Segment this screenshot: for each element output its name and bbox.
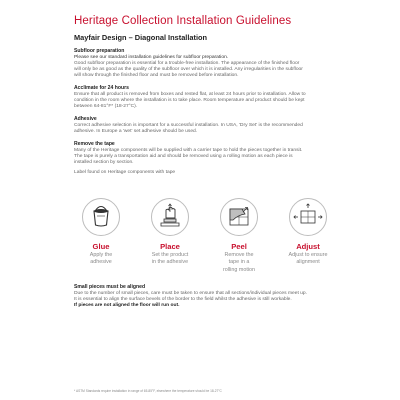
section-line: between 64-81°F* (18-27°C). bbox=[74, 104, 138, 110]
section-line: It is essential to align the surface bevels of the border to the field whilst the adhesive is still workable. bbox=[74, 296, 292, 302]
section-line: Due to the number of small pieces, care must be taken to ensure that all sections/individual pieces meet up. bbox=[74, 290, 307, 296]
guidelines-page bbox=[74, 14, 336, 177]
section-lead: Please see our standard installation guidelines for subfloor preparation. bbox=[74, 54, 229, 60]
step-desc-line: Adjust to ensure bbox=[288, 252, 328, 258]
section-heading: Remove the tape bbox=[74, 141, 115, 148]
tape-label-note: Label found on Heritage components with tape bbox=[74, 170, 176, 176]
section-line: will show through the finished floor and must be removed before installation. bbox=[74, 73, 239, 79]
section-line: Ensure that all product is removed from boxes and rested flat, at least 24 hours prior to installation. Allow to bbox=[74, 91, 306, 97]
section-heading: Small pieces must be aligned bbox=[74, 284, 146, 290]
step-peel bbox=[212, 198, 266, 273]
step-desc-line: rolling motion bbox=[222, 266, 256, 273]
page-subtitle: Mayfair Design – Diagonal Installation bbox=[74, 33, 208, 42]
step-glue bbox=[74, 198, 128, 266]
step-adjust bbox=[281, 198, 335, 266]
step-title: Place bbox=[160, 242, 180, 251]
step-desc-line: tape in a bbox=[228, 259, 250, 266]
adjust-arrows-icon bbox=[289, 198, 327, 236]
step-desc-line: in the adhesive bbox=[151, 259, 189, 266]
section-heading: Subfloor preparation bbox=[74, 48, 125, 54]
section-line: The tape is purely a transportation aid and should be removed using a rolling motion as each piece is bbox=[74, 154, 293, 160]
section-tape bbox=[74, 141, 336, 176]
step-place bbox=[143, 198, 197, 266]
section-line: Many of the Heritage components will be supplied with a carrier tape to hold the pieces together in transit. bbox=[74, 147, 303, 153]
step-desc-line: Apply the bbox=[89, 252, 113, 258]
section-line: will only be as good as the quality of the subfloor over which it is installed. Any irregularities in the subfloor bbox=[74, 66, 303, 72]
step-title: Adjust bbox=[296, 242, 320, 251]
section-line: Good subfloor preparation is essential for a trouble-free installation. The appearance of the finished floor bbox=[74, 60, 300, 66]
section-adhesive bbox=[74, 116, 336, 135]
warning-text: If pieces are not aligned the floor will run out. bbox=[74, 302, 180, 308]
step-desc-line: Remove the bbox=[224, 252, 254, 258]
section-acclimate bbox=[74, 85, 336, 110]
place-hand-icon bbox=[151, 198, 189, 236]
step-title: Peel bbox=[231, 242, 247, 251]
peel-tape-icon bbox=[220, 198, 258, 236]
step-desc-line: alignment bbox=[296, 259, 320, 266]
section-subfloor bbox=[74, 48, 336, 79]
section-heading: Acclimate for 24 hours bbox=[74, 85, 129, 92]
section-small-pieces bbox=[74, 284, 336, 309]
installation-steps bbox=[74, 198, 336, 276]
step-desc-line: adhesive bbox=[90, 259, 112, 266]
section-line: adhesive. In Europe a 'wet' set adhesive should be used. bbox=[74, 129, 198, 135]
section-line: installed section by section. bbox=[74, 160, 134, 166]
footnote: * ASTM Standards require installation in range of 65-85°F, elsewhere the temperature should be 18-27°C bbox=[74, 389, 222, 393]
section-line: Correct adhesive selection is important for a successful installation. In USA, 'Dry Set' is the recommended bbox=[74, 122, 303, 128]
step-title: Glue bbox=[92, 242, 110, 251]
section-heading: Adhesive bbox=[74, 116, 97, 123]
page-title: Heritage Collection Installation Guidelines bbox=[74, 15, 292, 27]
step-desc-line: Set the product bbox=[151, 252, 189, 258]
glue-bucket-icon bbox=[82, 198, 120, 236]
section-line: condition in the room where the installation is to take place. Room temperature and product should be kept bbox=[74, 98, 305, 104]
